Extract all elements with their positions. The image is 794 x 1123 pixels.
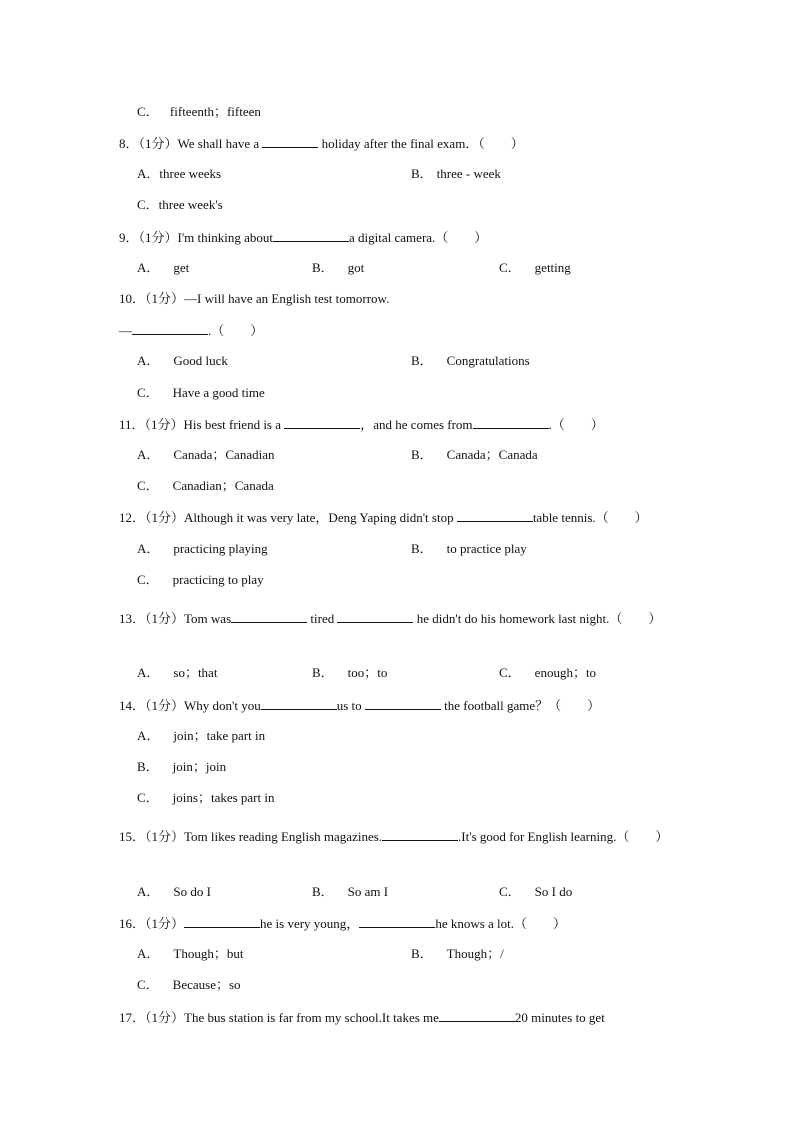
- option-c: [499, 665, 596, 681]
- question-number: 8．（1分）: [119, 136, 178, 151]
- option-text: Because；so: [172, 977, 241, 992]
- option-text: so；that: [173, 665, 218, 680]
- question-text: His best friend is a: [183, 417, 285, 432]
- question-11: [119, 416, 604, 433]
- question-17: [119, 1009, 605, 1026]
- option-letter: B．: [312, 884, 334, 899]
- option-text: fifteenth；fifteen: [169, 104, 261, 119]
- option-text: three weeks: [159, 166, 222, 181]
- question-text: holiday after the final exam．（ ）: [318, 136, 524, 151]
- option-text: practicing playing: [173, 541, 268, 556]
- option-b: [137, 759, 226, 775]
- option-letter: A．: [137, 260, 160, 275]
- option-letter: A．: [137, 665, 160, 680]
- answer-blank[interactable]: [382, 828, 458, 841]
- answer-blank[interactable]: [439, 1009, 515, 1022]
- option-b: [411, 447, 538, 463]
- question-text: a digital camera.（ ）: [349, 230, 488, 245]
- option-text: Though；but: [173, 946, 244, 961]
- option-a: [137, 447, 274, 463]
- question-14: [119, 697, 600, 714]
- question-number: 12．（1分）: [119, 510, 185, 525]
- answer-blank[interactable]: [231, 610, 307, 623]
- question-text: .It's good for English learning.（ ）: [458, 829, 669, 844]
- option-a: [137, 166, 221, 182]
- option-letter: C．: [499, 884, 521, 899]
- option-letter: B．: [411, 166, 433, 181]
- option-a: [137, 665, 217, 681]
- option-letter: A．: [137, 728, 160, 743]
- question-text: .（ ）: [208, 323, 264, 338]
- option-c: [137, 478, 274, 494]
- option-a: [137, 728, 265, 744]
- option-text: three week's: [158, 197, 223, 212]
- option-c: [137, 197, 223, 213]
- option-b: [411, 166, 501, 182]
- option-letter: C．: [499, 665, 521, 680]
- option-a: [137, 541, 268, 557]
- option-c: [137, 385, 265, 401]
- option-letter: B．: [312, 665, 334, 680]
- question-10: [119, 291, 389, 307]
- option-text: too；to: [347, 665, 388, 680]
- question-16: [119, 915, 566, 932]
- answer-blank[interactable]: [457, 509, 533, 522]
- option-c: [137, 977, 241, 993]
- option-c: [499, 884, 572, 900]
- question-15: [119, 821, 675, 852]
- option-letter: C．: [499, 260, 521, 275]
- option-letter: A．: [137, 166, 160, 181]
- question-text: 20 minutes to get: [514, 1010, 605, 1025]
- option-text: Congratulations: [446, 353, 530, 368]
- question-number: 17．（1分）: [119, 1010, 185, 1025]
- question-8: [119, 135, 524, 152]
- question-number: 13．（1分）: [119, 611, 185, 626]
- option-text: getting: [534, 260, 571, 275]
- option-a: [137, 353, 228, 369]
- option-b: [312, 665, 387, 681]
- option-letter: A．: [137, 447, 160, 462]
- question-text: We shall have a: [177, 136, 263, 151]
- option-b: [411, 946, 504, 962]
- option-letter: B．: [411, 447, 433, 462]
- option-letter: B．: [312, 260, 334, 275]
- option-letter: C．: [137, 104, 159, 119]
- option-letter: B．: [411, 541, 433, 556]
- option-letter: C．: [137, 572, 159, 587]
- question-10-reply: [119, 322, 263, 339]
- option-b: [312, 260, 364, 276]
- option-letter: C．: [137, 790, 159, 805]
- option-letter: B．: [411, 353, 433, 368]
- question-number: 15．（1分）: [119, 829, 185, 844]
- option-text: joins；takes part in: [172, 790, 275, 805]
- option-text: Good luck: [173, 353, 228, 368]
- answer-blank[interactable]: [262, 135, 318, 148]
- option-letter: A．: [137, 884, 160, 899]
- question-text: he is very young，: [260, 916, 360, 931]
- option-text: join；take part in: [173, 728, 266, 743]
- option-letter: C．: [137, 197, 159, 212]
- option-c: [137, 790, 275, 806]
- option-b: [312, 884, 388, 900]
- option-a: [137, 260, 189, 276]
- option-text: practicing to play: [172, 572, 264, 587]
- question-text: he didn't do his homework last night.（ ）: [413, 611, 662, 626]
- option-letter: B．: [137, 759, 159, 774]
- question-text: ，and he comes from: [360, 417, 473, 432]
- option-text: Canadian；Canada: [172, 478, 274, 493]
- question-text: he knows a lot.（ ）: [435, 916, 567, 931]
- question-number: 14．（1分）: [119, 698, 185, 713]
- option-c: [137, 572, 264, 588]
- option-text: enough；to: [534, 665, 597, 680]
- question-text: the football game？（ ）: [440, 698, 601, 713]
- answer-blank[interactable]: [273, 229, 349, 242]
- answer-blank[interactable]: [473, 416, 549, 429]
- option-c: [499, 260, 571, 276]
- answer-blank[interactable]: [365, 697, 441, 710]
- question-12: [119, 509, 648, 526]
- option-c: [137, 104, 261, 120]
- option-text: Canada；Canadian: [173, 447, 275, 462]
- option-a: [137, 884, 211, 900]
- question-text: Why don't you: [184, 698, 261, 713]
- option-text: Canada；Canada: [446, 447, 538, 462]
- question-13: [119, 603, 675, 634]
- question-9: [119, 229, 487, 246]
- option-text: to practice play: [446, 541, 527, 556]
- option-text: got: [347, 260, 365, 275]
- question-text: Tom likes reading English magazines.: [184, 829, 383, 844]
- question-text: Although it was very late，Deng Yaping didn't stop: [184, 510, 457, 525]
- answer-blank[interactable]: [337, 610, 413, 623]
- option-letter: A．: [137, 541, 160, 556]
- option-a: [137, 946, 243, 962]
- option-letter: C．: [137, 385, 159, 400]
- question-text: The bus station is far from my school.It takes me: [184, 1010, 439, 1025]
- question-text: tired: [307, 611, 338, 626]
- option-text: Though；/: [446, 946, 504, 961]
- option-text: three - week: [436, 166, 501, 181]
- answer-blank[interactable]: [261, 697, 337, 710]
- option-text: get: [173, 260, 190, 275]
- answer-blank[interactable]: [184, 915, 260, 928]
- option-text: So I do: [534, 884, 573, 899]
- question-text: —I will have an English test tomorrow.: [184, 291, 390, 306]
- question-text: us to: [336, 698, 365, 713]
- question-text: Tom was: [184, 611, 232, 626]
- answer-blank[interactable]: [132, 322, 208, 335]
- option-letter: B．: [411, 946, 433, 961]
- question-text: —: [119, 323, 132, 338]
- option-b: [411, 541, 527, 557]
- question-number: 10．（1分）: [119, 291, 185, 306]
- question-number: 16．（1分）: [119, 916, 185, 931]
- option-b: [411, 353, 530, 369]
- option-text: Have a good time: [172, 385, 265, 400]
- answer-blank[interactable]: [284, 416, 360, 429]
- option-letter: A．: [137, 353, 160, 368]
- question-number: 11．（1分）: [119, 417, 184, 432]
- option-letter: A．: [137, 946, 160, 961]
- question-text: table tennis.（ ）: [532, 510, 648, 525]
- option-text: So am I: [347, 884, 389, 899]
- question-text: I'm thinking about: [177, 230, 274, 245]
- question-text: .（ ）: [548, 417, 604, 432]
- question-number: 9．（1分）: [119, 230, 178, 245]
- option-letter: C．: [137, 977, 159, 992]
- option-letter: C．: [137, 478, 159, 493]
- option-text: So do I: [173, 884, 211, 899]
- option-text: join；join: [172, 759, 227, 774]
- answer-blank[interactable]: [359, 915, 435, 928]
